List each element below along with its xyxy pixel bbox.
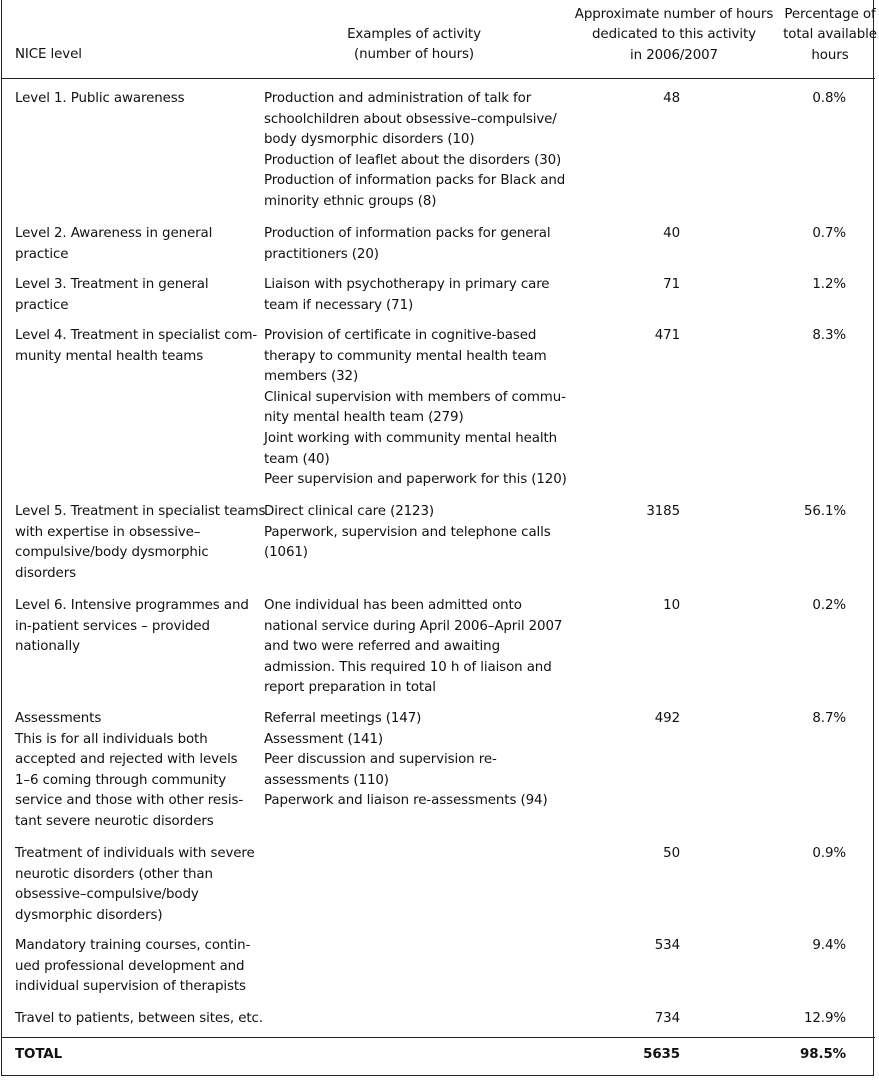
nice-level-cell: [15, 709, 260, 833]
examples-cell-line: team if necessary (71): [264, 297, 414, 313]
examples-cell-line: Peer discussion and supervision re-: [264, 752, 497, 768]
examples-cell-line: Paperwork, supervision and telephone calls: [264, 524, 551, 540]
examples-cell-line: practitioners (20): [264, 246, 379, 262]
nice-level-cell: [15, 502, 266, 584]
total-label: TOTAL: [15, 1047, 63, 1062]
hours-cell: 492: [654, 711, 680, 726]
nice-level-cell: [15, 844, 260, 926]
nice-level-cell-line: Mandatory training courses, contin-: [15, 938, 251, 953]
examples-cell-line: therapy to community mental health team: [264, 348, 547, 364]
table-header: [2, 5, 875, 75]
examples-cell-line: Clinical supervision with members of commu-: [264, 389, 566, 405]
percentage-cell: 1.2%: [812, 277, 846, 292]
nice-level-cell: [15, 224, 260, 265]
examples-cell-line: Referral meetings (147): [264, 711, 422, 726]
hours-cell: 40: [663, 226, 680, 241]
nice-level-cell-line: with expertise in obsessive–: [15, 524, 201, 540]
nice-level-cell: [15, 89, 260, 110]
hours-cell: 471: [654, 328, 680, 343]
hours-cell: 534: [654, 938, 680, 953]
nice-level-cell-line: Level 5. Treatment in specialist teams: [15, 504, 266, 519]
nice-level-cell-line: 1–6 coming through community: [15, 772, 227, 788]
nice-level-cell-line: service and those with other resis-: [15, 793, 244, 809]
nice-level-cell-line: neurotic disorders (other than: [15, 866, 213, 882]
examples-cell-line: admission. This required 10 h of liaison and: [264, 659, 552, 675]
examples-cell-line: report preparation in total: [264, 680, 436, 696]
examples-cell-line: Paperwork and liaison re-assessments (94): [264, 793, 548, 809]
total-percentage: 98.5%: [800, 1047, 846, 1062]
hours-cell: 50: [663, 846, 680, 861]
examples-cell-line: Provision of certificate in cognitive-based: [264, 328, 537, 343]
nice-level-cell-line: Travel to patients, between sites, etc.: [15, 1011, 263, 1026]
examples-cell: [264, 502, 569, 564]
nice-level-cell: [15, 596, 260, 658]
nice-level-cell-line: disorders: [15, 565, 76, 581]
nice-level-cell: [15, 936, 260, 998]
examples-cell: [264, 596, 569, 699]
examples-cell-line: Production of information packs for general: [264, 226, 551, 241]
header-examples: Examples of activity (number of hours): [347, 27, 481, 63]
percentage-cell: 0.2%: [812, 598, 846, 613]
examples-cell-line: Production of leaflet about the disorders (30): [264, 152, 562, 168]
header-hours: Approximate number of hours dedicated to this activity in 2006/2007: [574, 7, 774, 63]
total-rule: [2, 1037, 875, 1038]
examples-cell-line: Joint working with community mental health: [264, 430, 558, 446]
examples-cell: [264, 224, 569, 265]
header-nice-level: NICE level: [15, 47, 82, 62]
examples-cell-line: Production of information packs for Black and: [264, 173, 566, 189]
examples-cell-line: assessments (110): [264, 772, 389, 788]
examples-cell-line: minority ethnic groups (8): [264, 193, 437, 209]
examples-cell-line: team (40): [264, 451, 330, 467]
nice-level-cell-line: practice: [15, 297, 69, 313]
examples-cell: [264, 275, 569, 316]
percentage-cell: 0.7%: [812, 226, 846, 241]
nice-level-cell-line: dysmorphic disorders): [15, 907, 163, 923]
examples-cell-line: members (32): [264, 369, 359, 385]
nice-level-cell-line: Assessments: [15, 711, 102, 726]
nice-level-cell-line: Level 6. Intensive programmes and: [15, 598, 249, 613]
examples-cell: [264, 89, 569, 213]
nice-level-cell: [15, 275, 260, 316]
nice-level-cell-line: nationally: [15, 639, 80, 655]
activity-hours-table: [1, 0, 877, 1076]
nice-level-cell-line: munity mental health teams: [15, 348, 204, 364]
percentage-cell: 0.9%: [812, 846, 846, 861]
examples-cell-line: schoolchildren about obsessive–compulsive/: [264, 111, 557, 127]
hours-cell: 734: [654, 1011, 680, 1026]
nice-level-cell-line: ued professional development and: [15, 958, 245, 974]
hours-cell: 10: [663, 598, 680, 613]
examples-cell-line: Production and administration of talk for: [264, 91, 532, 106]
examples-cell-line: Direct clinical care (2123): [264, 504, 435, 519]
examples-cell-line: nity mental health team (279): [264, 410, 464, 426]
examples-cell-line: body dysmorphic disorders (10): [264, 132, 475, 148]
hours-cell: 71: [663, 277, 680, 292]
examples-cell-line: and two were referred and awaiting: [264, 639, 500, 655]
nice-level-cell-line: tant severe neurotic disorders: [15, 813, 214, 829]
nice-level-cell-line: compulsive/body dysmorphic: [15, 545, 209, 561]
nice-level-cell-line: obsessive–compulsive/body: [15, 887, 199, 903]
nice-level-cell-line: Level 1. Public awareness: [15, 91, 185, 106]
examples-cell: [264, 326, 569, 491]
nice-level-cell: [15, 1009, 263, 1030]
percentage-cell: 56.1%: [803, 504, 846, 519]
nice-level-cell: [15, 326, 260, 367]
nice-level-cell-line: Level 4. Treatment in specialist com-: [15, 328, 258, 343]
examples-cell-line: Liaison with psychotherapy in primary care: [264, 277, 550, 292]
percentage-cell: 8.7%: [812, 711, 846, 726]
nice-level-cell-line: in-patient services – provided: [15, 618, 210, 634]
hours-cell: 48: [663, 91, 680, 106]
examples-cell-line: (1061): [264, 545, 308, 561]
nice-level-cell-line: This is for all individuals both: [15, 731, 208, 747]
percentage-cell: 12.9%: [803, 1011, 846, 1026]
percentage-cell: 9.4%: [812, 938, 846, 953]
nice-level-cell-line: Level 3. Treatment in general: [15, 277, 209, 292]
nice-level-cell-line: accepted and rejected with levels: [15, 752, 238, 768]
header-rule: [2, 78, 875, 79]
examples-cell: [264, 709, 569, 812]
examples-cell-line: Peer supervision and paperwork for this (120): [264, 472, 567, 488]
nice-level-cell-line: individual supervision of therapists: [15, 979, 246, 995]
total-hours: 5635: [643, 1047, 680, 1062]
header-percentage: Percentage of total available hours: [783, 7, 877, 63]
hours-cell: 3185: [646, 504, 680, 519]
percentage-cell: 0.8%: [812, 91, 846, 106]
nice-level-cell-line: Treatment of individuals with severe: [15, 846, 255, 861]
examples-cell-line: national service during April 2006–April 2007: [264, 618, 563, 634]
nice-level-cell-line: Level 2. Awareness in general: [15, 226, 213, 241]
nice-level-cell-line: practice: [15, 246, 69, 262]
percentage-cell: 8.3%: [812, 328, 846, 343]
examples-cell-line: One individual has been admitted onto: [264, 598, 522, 613]
examples-cell-line: Assessment (141): [264, 731, 383, 747]
